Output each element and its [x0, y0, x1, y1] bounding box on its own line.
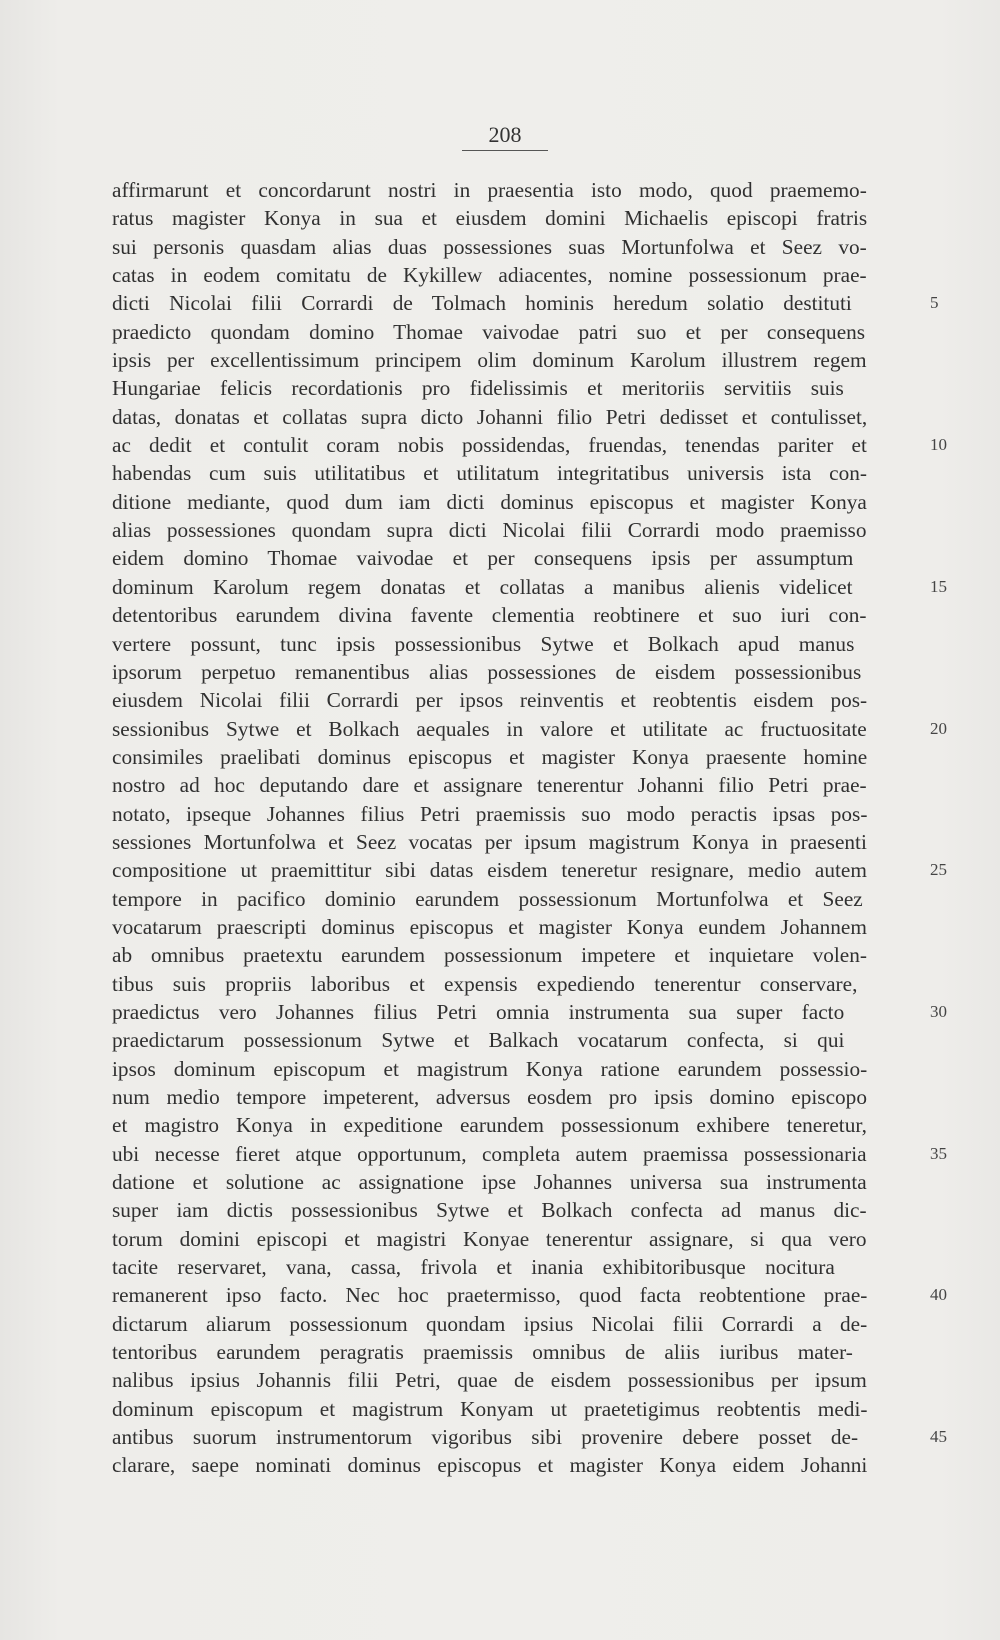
- line-text: praedictarum possessionum Sytwe et Balkach vocatarum confecta, si qui: [112, 1028, 845, 1053]
- text-line: [112, 318, 902, 346]
- text-line: [112, 1395, 902, 1423]
- text-line: [112, 800, 902, 828]
- text-line: [112, 743, 902, 771]
- text-line: [112, 204, 902, 232]
- text-line: [112, 459, 902, 487]
- text-line: [112, 1253, 902, 1281]
- line-text: alias possessiones quondam supra dicti Nicolai filii Corrardi modo praemisso: [112, 518, 867, 543]
- line-text: datas, donatas et collatas supra dicto Johanni filio Petri dedisset et contulisset,: [112, 404, 868, 429]
- line-text: ipsos dominum episcopum et magistrum Konya ratione earundem possessio-: [112, 1056, 868, 1081]
- text-line: [112, 998, 947, 1026]
- line-text: ac dedit et contulit coram nobis possidendas, fruendas, tenendas pariter et: [112, 433, 867, 458]
- line-text: ditione mediante, quod dum iam dicti dominus episcopus et magister Konya: [112, 489, 867, 514]
- line-text: eiusdem Nicolai filii Corrardi per ipsos reinventis et reobtentis eisdem pos-: [112, 688, 868, 713]
- line-text: antibus suorum instrumentorum vigoribus sibi provenire debere posset de-: [112, 1425, 859, 1450]
- text-line: [112, 1111, 902, 1139]
- line-number: 10: [930, 435, 947, 455]
- text-line: [112, 1083, 902, 1111]
- line-text: affirmarunt et concordarunt nostri in praesentia isto modo, quod praememo-: [112, 178, 867, 202]
- line-text: ratus magister Konya in sua et eiusdem domini Michaelis episcopi fratris: [112, 206, 868, 231]
- text-line: [112, 233, 902, 261]
- line-text: et magistro Konya in expeditione earundem possessionum exhibere teneretur,: [112, 1113, 867, 1138]
- text-line: [112, 1338, 902, 1366]
- line-text: vertere possunt, tunc ipsis possessionibus Sytwe et Bolkach apud manus: [112, 631, 855, 656]
- line-number: 30: [930, 1001, 947, 1021]
- text-line: [112, 544, 902, 572]
- text-line: [112, 1026, 902, 1054]
- text-line: [112, 1055, 902, 1083]
- line-text: tacite reservaret, vana, cassa, frivola et inania exhibitoribusque nocitura: [112, 1255, 835, 1280]
- text-line: [112, 601, 902, 629]
- line-text: detentoribus earundem divina favente clementia reobtinere et suo iuri con-: [112, 603, 867, 628]
- line-text: datione et solutione ac assignatione ipse Johannes universa sua instrumenta: [112, 1170, 867, 1195]
- text-line: [112, 658, 902, 686]
- text-line: [112, 1225, 902, 1253]
- line-text: ipsis per excellentissimum principem olim dominum Karolum illustrem regem: [112, 348, 867, 373]
- line-number: 45: [930, 1427, 947, 1447]
- line-text: torum domini episcopi et magistri Konyae tenerentur assignare, si qua vero: [112, 1226, 867, 1251]
- line-number: 25: [930, 860, 947, 880]
- line-number: 35: [930, 1143, 947, 1163]
- text-line: [112, 715, 947, 743]
- text-line: [112, 970, 902, 998]
- line-text: dominum Karolum regem donatas et collatas a manibus alienis videlicet: [112, 574, 853, 599]
- text-line: [112, 856, 947, 884]
- line-text: remanerent ipso facto. Nec hoc praetermisso, quod facta reobtentione prae-: [112, 1283, 868, 1308]
- text-line: [112, 1168, 902, 1196]
- line-number: 40: [930, 1285, 947, 1305]
- text-line: [112, 176, 902, 204]
- line-text: nostro ad hoc deputando dare et assignare tenerentur Johanni filio Petri prae-: [112, 773, 867, 798]
- text-line: [112, 573, 947, 601]
- line-text: dicti Nicolai filii Corrardi de Tolmach hominis heredum solatio destituti: [112, 291, 852, 316]
- line-text: compositione ut praemittitur sibi datas eisdem teneretur resignare, medio autem: [112, 858, 867, 883]
- line-text: tentoribus earundem peragratis praemissis omnibus de aliis iuribus mater-: [112, 1340, 853, 1365]
- text-line: [112, 1310, 902, 1338]
- line-text: eidem domino Thomae vaivodae et per consequens ipsis per assumptum: [112, 546, 854, 571]
- text-line: [112, 1140, 947, 1168]
- text-line: [112, 1196, 902, 1224]
- text-line: [112, 1451, 902, 1479]
- line-text: nalibus ipsius Johannis filii Petri, quae de eisdem possessionibus per ipsum: [112, 1368, 867, 1393]
- line-text: ab omnibus praetextu earundem possessionum impetere et inquietare volen-: [112, 943, 867, 968]
- line-text: habendas cum suis utilitatibus et utilitatum integritatibus universis ista con-: [112, 461, 867, 486]
- text-line: [112, 941, 902, 969]
- text-line: [112, 686, 902, 714]
- text-line: [112, 374, 902, 402]
- text-line: [112, 488, 902, 516]
- line-text: num medio tempore impeterent, adversus eosdem pro ipsis domino episcopo: [112, 1085, 867, 1109]
- text-line: [112, 516, 902, 544]
- text-line: [112, 346, 902, 374]
- text-line: [112, 261, 902, 289]
- text-line: [112, 289, 939, 317]
- line-text: sessionibus Sytwe et Bolkach aequales in valore et utilitate ac fructuositate: [112, 716, 867, 741]
- line-text: catas in eodem comitatu de Kykillew adiacentes, nomine possessionum prae-: [112, 263, 867, 288]
- text-line: [112, 403, 902, 431]
- line-text: ubi necesse fieret atque opportunum, completa autem praemissa possessionaria: [112, 1141, 867, 1166]
- line-number: 15: [930, 576, 947, 596]
- line-text: tempore in pacifico dominio earundem possessionum Mortunfolwa et Seez: [112, 886, 863, 911]
- line-text: dictarum aliarum possessionum quondam ipsius Nicolai filii Corrardi a de-: [112, 1311, 868, 1336]
- text-line: [112, 885, 902, 913]
- text-line: [112, 828, 902, 856]
- text-line: [112, 1281, 947, 1309]
- line-text: vocatarum praescripti dominus episcopus et magister Konya eundem Johannem: [112, 914, 867, 939]
- text-line: [112, 913, 902, 941]
- line-text: notato, ipseque Johannes filius Petri praemissis suo modo peractis ipsas pos-: [112, 801, 868, 826]
- line-number: 5: [930, 293, 939, 313]
- line-text: praedicto quondam domino Thomae vaivodae patri suo et per consequens: [112, 319, 866, 344]
- line-text: clarare, saepe nominati dominus episcopus et magister Konya eidem Johanni: [112, 1453, 868, 1478]
- line-text: ipsorum perpetuo remanentibus alias possessiones de eisdem possessionibus: [112, 659, 862, 684]
- line-text: praedictus vero Johannes filius Petri omnia instrumenta sua super facto: [112, 999, 845, 1024]
- line-text: tibus suis propriis laboribus et expensis expediendo tenerentur conservare,: [112, 971, 858, 996]
- body-text: [112, 176, 947, 1480]
- line-text: Hungariae felicis recordationis pro fidelissimis et meritoriis servitiis suis: [112, 376, 844, 401]
- text-line: [112, 771, 902, 799]
- text-line: [112, 1366, 902, 1394]
- line-text: super iam dictis possessionibus Sytwe et Bolkach confecta ad manus dic-: [112, 1198, 867, 1223]
- line-text: dominum episcopum et magistrum Konyam ut praetetigimus reobtentis medi-: [112, 1396, 868, 1421]
- page-number: 208: [462, 122, 548, 151]
- text-line: [112, 431, 947, 459]
- line-number: 20: [930, 718, 947, 738]
- line-text: sessiones Mortunfolwa et Seez vocatas per ipsum magistrum Konya in praesenti: [112, 829, 867, 854]
- text-line: [112, 630, 902, 658]
- line-text: sui personis quasdam alias duas possessiones suas Mortunfolwa et Seez vo-: [112, 234, 867, 259]
- text-line: [112, 1423, 947, 1451]
- line-text: consimiles praelibati dominus episcopus et magister Konya praesente homine: [112, 744, 868, 769]
